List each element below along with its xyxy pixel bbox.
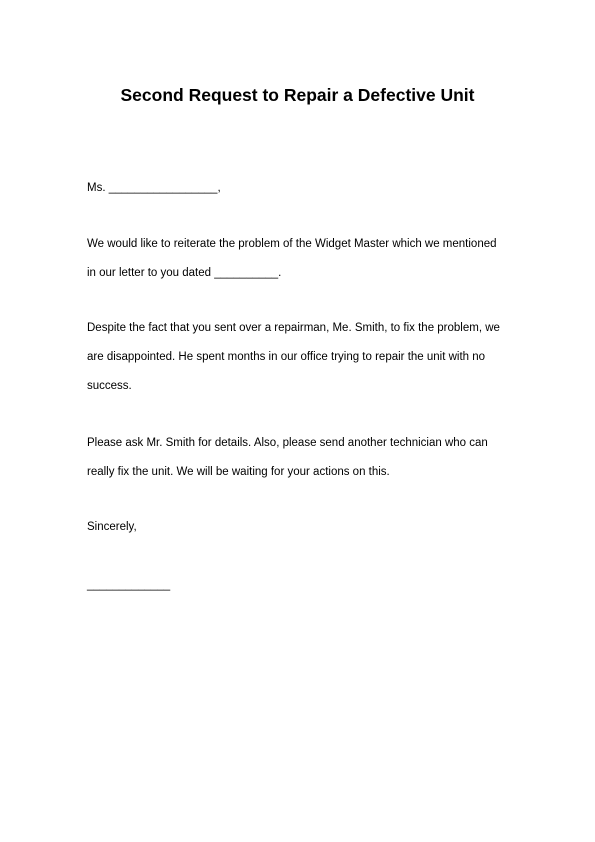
paragraph-2-line-1: Despite the fact that you sent over a repairman, Me. Smith, to fix the problem, we — [87, 322, 500, 334]
page-title: Second Request to Repair a Defective Unit — [120, 85, 475, 105]
paragraph-3-line-1: Please ask Mr. Smith for details. Also, please send another technician who can — [87, 437, 488, 449]
closing: Sincerely, — [87, 521, 137, 533]
paragraph-1-line-1: We would like to reiterate the problem of the Widget Master which we mentioned — [87, 238, 497, 250]
salutation: Ms. _________________, — [87, 182, 221, 194]
paragraph-2-line-2: are disappointed. He spent months in our office trying to repair the unit with no — [87, 351, 486, 363]
paragraph-2-line-3: success. — [87, 380, 132, 392]
signature-line: _____________ — [87, 579, 171, 591]
paragraph-1-line-2: in our letter to you dated __________. — [87, 267, 282, 279]
paragraph-3-line-2: really fix the unit. We will be waiting for your actions on this. — [87, 466, 390, 478]
